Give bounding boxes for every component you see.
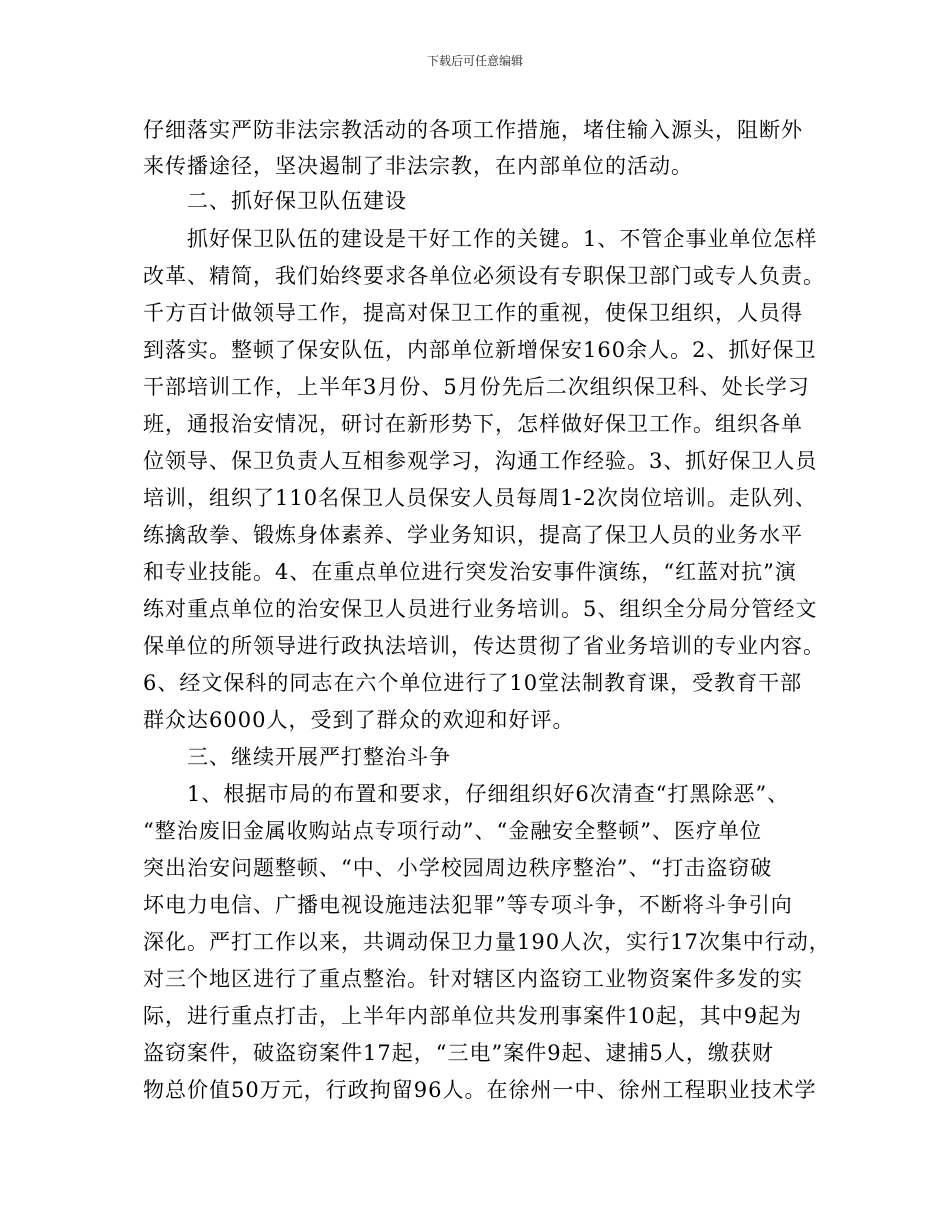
text-line: 练对重点单位的治安保卫人员进行业务培训。5、组织全分局分管经文 <box>143 597 818 621</box>
section-heading: 三、继续开展严打整治斗争 <box>187 745 451 769</box>
text-line: 仔细落实严防非法宗教活动的各项工作措施，堵住输入源头，阻断外 <box>143 118 803 142</box>
text-line: 6、经文保科的同志在六个单位进行了10堂法制教育课，受教育干部 <box>143 671 803 695</box>
section-heading: 二、抓好保卫队伍建设 <box>187 189 407 213</box>
text-line: 干部培训工作，上半年3月份、5月份先后二次组织保卫科、处长学习 <box>143 375 810 399</box>
text-line: 千方百计做领导工作，提高对保卫工作的重视，使保卫组织，人员得 <box>143 301 803 325</box>
text-line: 1、根据市局的布置和要求，仔细组织好6次清查“打黑除恶”、 <box>187 782 790 806</box>
text-line: 突出治安问题整顿、“中、小学校园周边秩序整治”、“打击盗窃破 <box>143 856 773 880</box>
text-line: 坏电力电信、广播电视设施违法犯罪”等专项斗争，不断将斗争引向 <box>143 893 793 917</box>
text-line: 培训，组织了110名保卫人员保安人员每周1-2次岗位培训。走队列、 <box>143 486 817 510</box>
text-line: 抓好保卫队伍的建设是干好工作的关键。1、不管企事业单位怎样 <box>187 227 818 251</box>
text-line: 际，进行重点打击，上半年内部单位共发刑事案件10起，其中9起为 <box>143 1004 803 1028</box>
text-line: 深化。严打工作以来，共调动保卫力量190人次，实行17次集中行动， <box>143 930 831 954</box>
text-line: 对三个地区进行了重点整治。针对辖区内盗窃工业物资案件多发的实 <box>143 967 803 991</box>
text-line: 改革、精简，我们始终要求各单位必须设有专职保卫部门或专人负责。 <box>143 264 825 288</box>
text-line: 群众达6000人，受到了群众的欢迎和好评。 <box>143 708 575 732</box>
page-header: 下载后可任意编辑 <box>426 54 523 68</box>
text-line: “整治废旧金属收购站点专项行动”、“金融安全整顿”、医疗单位 <box>143 819 762 843</box>
text-line: 班，通报治安情况，研讨在新形势下，怎样做好保卫工作。组织各单 <box>143 412 803 436</box>
text-line: 物总价值50万元，行政拘留96人。在徐州一中、徐州工程职业技术学 <box>143 1078 817 1102</box>
text-line: 盗窃案件，破盗窃案件17起，“三电”案件9起、逮捕5人，缴获财 <box>143 1041 774 1065</box>
text-line: 练擒敌拳、锻炼身体素养、学业务知识，提高了保卫人员的业务水平 <box>143 523 803 547</box>
text-line: 到落实。整顿了保安队伍，内部单位新增保安160余人。2、抓好保卫 <box>143 338 817 362</box>
text-line: 保单位的所领导进行政执法培训，传达贯彻了省业务培训的专业内容。 <box>143 634 825 658</box>
text-line: 和专业技能。4、在重点单位进行突发治安事件演练，“红蓝对抗”演 <box>143 560 797 584</box>
text-line: 来传播途径，坚决遏制了非法宗教，在内部单位的活动。 <box>143 154 693 178</box>
text-line: 位领导、保卫负责人互相参观学习，沟通工作经验。3、抓好保卫人员 <box>143 449 818 473</box>
